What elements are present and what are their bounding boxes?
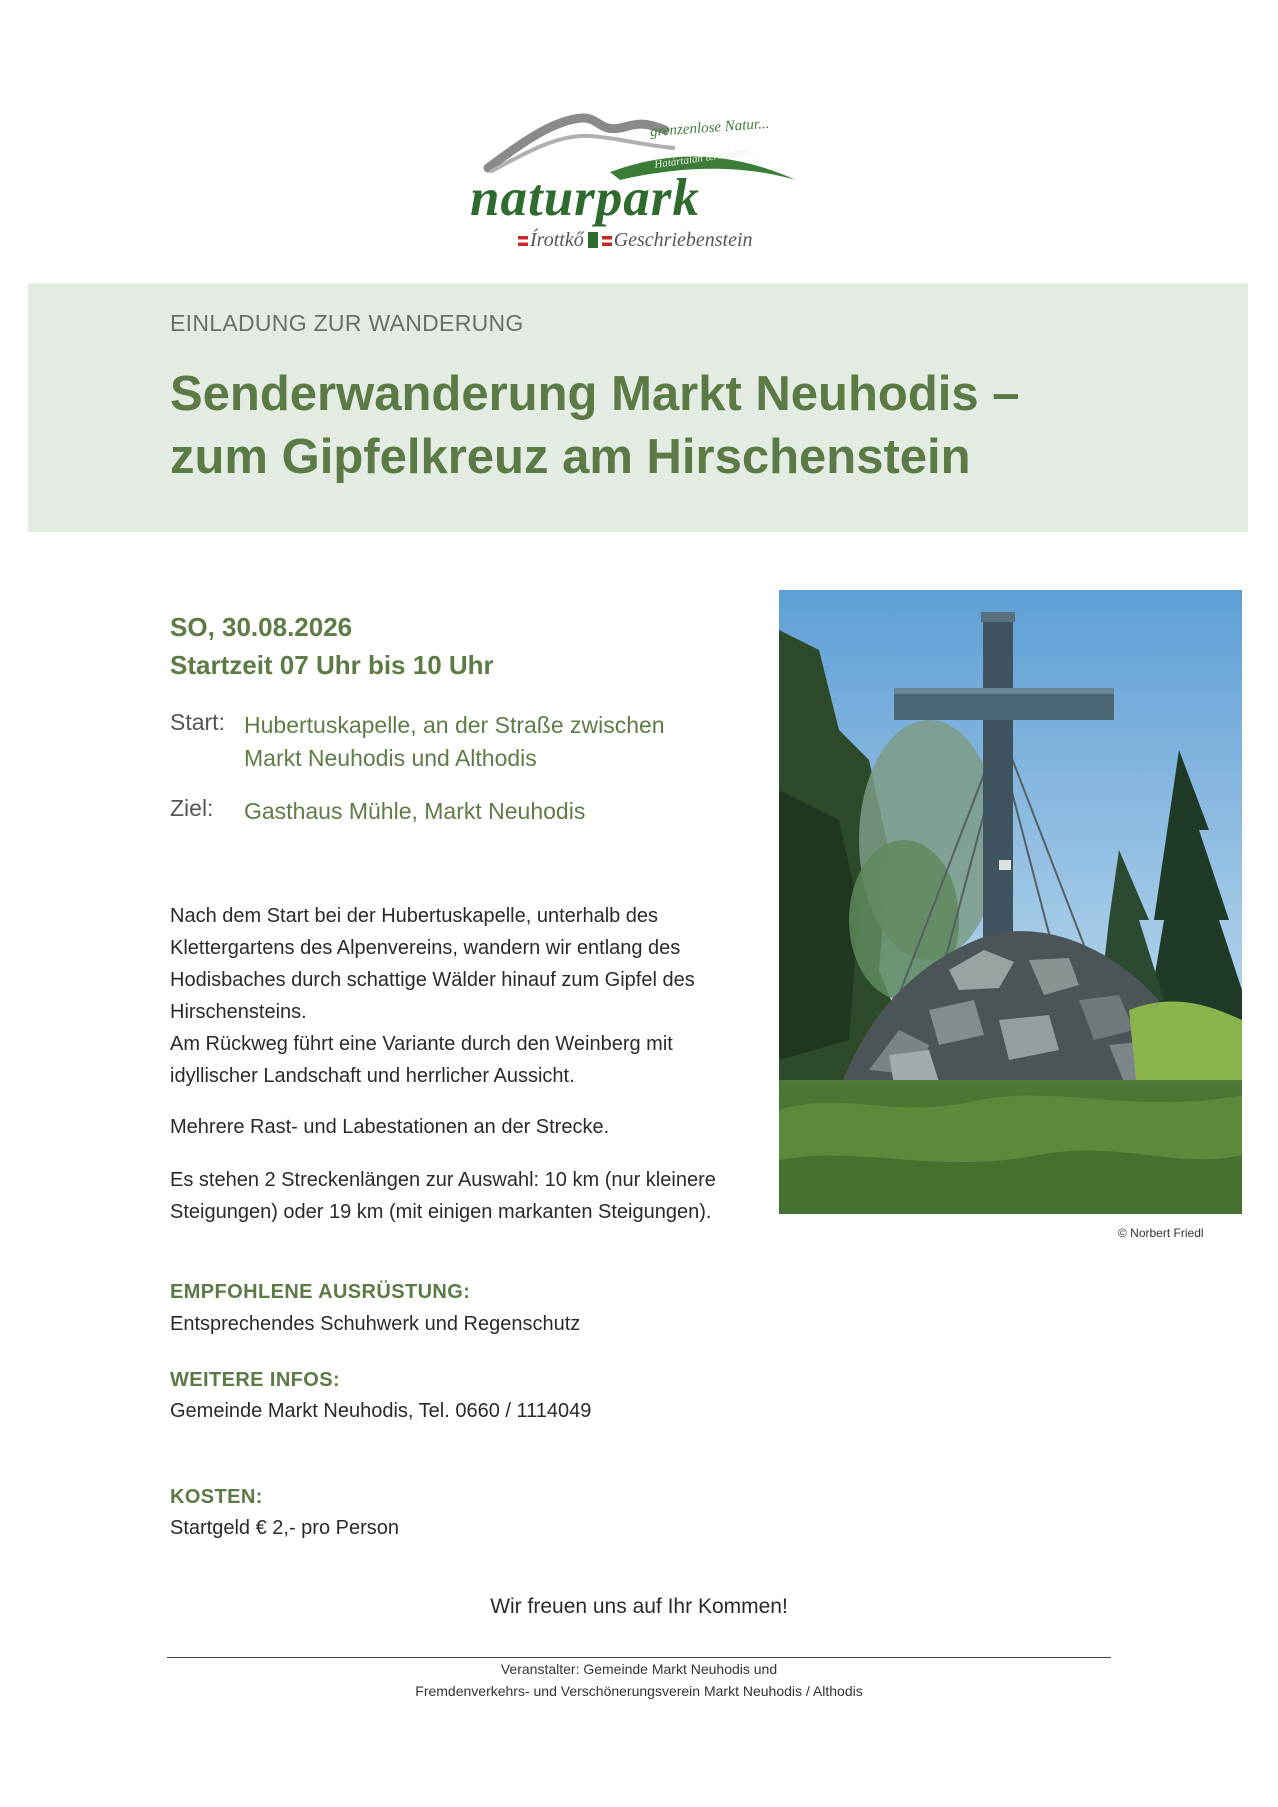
event-date: SO, 30.08.2026 — [170, 612, 353, 642]
description-line: Am Rückweg führt eine Variante durch den Weinberg mit — [170, 1033, 673, 1055]
route-options-line: Es stehen 2 Streckenlängen zur Auswahl: 10 km (nur kleinere — [170, 1169, 716, 1191]
start-location — [244, 709, 764, 775]
logo-place-hu: Írottkő — [530, 229, 584, 251]
invitation-kicker: EINLADUNG ZUR WANDERUNG — [170, 310, 524, 336]
logo-slogan-hu: Határtalan természet... — [653, 144, 756, 172]
rest-stops-note: Mehrere Rast- und Labestationen an der Strecke. — [170, 1116, 610, 1138]
description-line: idyllischer Landschaft und herrlicher Aussicht. — [170, 1065, 575, 1087]
summit-cross-photo — [779, 590, 1242, 1214]
description-line: Hodisbaches durch schattige Wälder hinauf zum Gipfel des — [170, 969, 695, 991]
equipment-text: Entsprechendes Schuhwerk und Regenschutz — [170, 1313, 581, 1335]
description-line: Nach dem Start bei der Hubertuskapelle, unterhalb des — [170, 905, 659, 927]
route-options — [170, 1164, 750, 1228]
page-title — [170, 363, 1180, 489]
description-line: Klettergartens des Alpenvereins, wandern wir entlang des — [170, 937, 681, 959]
organizer-line-2: Fremdenverkehrs- und Verschönerungsverein Markt Neuhodis / Althodis — [415, 1683, 863, 1699]
more-info-text: Gemeinde Markt Neuhodis, Tel. 0660 / 1114049 — [170, 1400, 592, 1422]
logo-subtitle — [518, 229, 753, 252]
start-location-line-1: Hubertuskapelle, an der Straße zwischen — [244, 712, 665, 738]
logo-wordmark: naturpark — [470, 169, 700, 227]
cross-emblem-icon — [588, 232, 598, 248]
closing-line: Wir freuen uns auf Ihr Kommen! — [490, 1595, 788, 1618]
event-time: Startzeit 07 Uhr bis 10 Uhr — [170, 650, 494, 680]
title-line-2: zum Gipfelkreuz am Hirschenstein — [170, 430, 971, 484]
costs-heading: KOSTEN: — [170, 1486, 263, 1508]
description — [170, 900, 750, 1092]
flag-hungary-icon — [518, 236, 528, 246]
route-options-line: Steigungen) oder 19 km (mit einigen markanten Steigungen). — [170, 1201, 712, 1223]
flag-austria-icon — [602, 236, 612, 246]
start-location-line-2: Markt Neuhodis und Althodis — [244, 745, 537, 771]
costs-text: Startgeld € 2,- pro Person — [170, 1517, 400, 1539]
start-label: Start: — [170, 709, 225, 735]
naturpark-logo — [470, 110, 810, 260]
title-line-1: Senderwanderung Markt Neuhodis – — [170, 367, 1020, 421]
photo-credit: © Norbert Friedl — [1118, 1226, 1204, 1240]
finish-label: Ziel: — [170, 795, 214, 821]
summit-cross-photo-image — [779, 590, 1242, 1214]
logo-place-at: Geschriebenstein — [613, 229, 753, 251]
finish-location: Gasthaus Mühle, Markt Neuhodis — [244, 798, 586, 824]
footer-divider — [167, 1657, 1111, 1658]
logo-slogan-de: grenzenlose Natur... — [649, 115, 770, 141]
description-line: Hirschensteins. — [170, 1001, 307, 1023]
more-info-heading: WEITERE INFOS: — [170, 1369, 341, 1391]
equipment-heading: EMPFOHLENE AUSRÜSTUNG: — [170, 1281, 471, 1303]
organizer-line-1: Veranstalter: Gemeinde Markt Neuhodis und — [500, 1661, 778, 1677]
